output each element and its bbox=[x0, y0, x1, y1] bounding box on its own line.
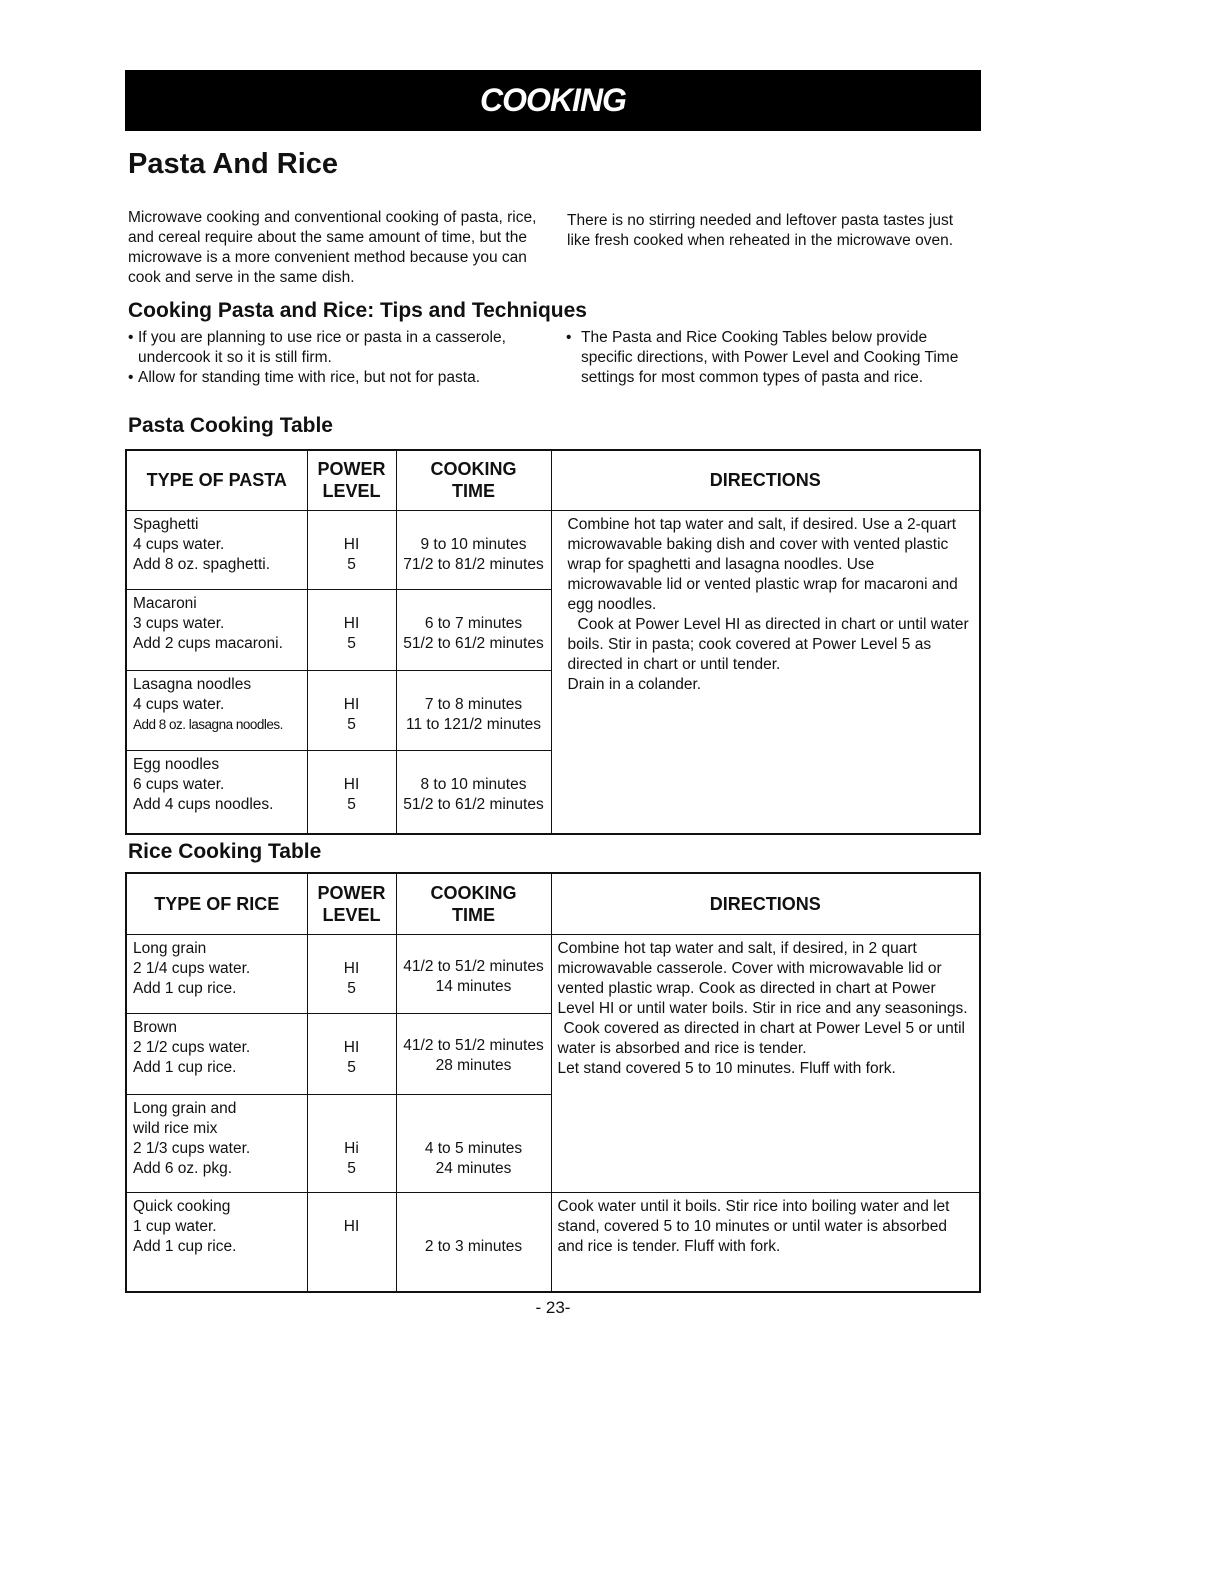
cook-time: 14 minutes bbox=[435, 977, 512, 995]
direction-text: Combine hot tap water and salt, if desired. Use a 2-quart microwavable baking dish and cover with vented plastic wrap for spaghetti and lasagna noodles. Use microwavable lid or vented plastic wrap for macaroni and egg noodles. bbox=[567, 515, 958, 613]
tips-right-list bbox=[566, 328, 971, 388]
power-cell bbox=[307, 1013, 396, 1094]
pasta-amount: Add 2 cups macaroni. bbox=[133, 634, 283, 652]
direction-text: Let stand covered 5 to 10 minutes. Fluff with fork. bbox=[557, 1059, 896, 1077]
rice-type-cell bbox=[126, 1013, 307, 1094]
power-cell bbox=[307, 670, 396, 750]
quick-rice-directions-cell bbox=[551, 1192, 980, 1292]
intro-right: There is no stirring needed and leftover pasta tastes just like fresh cooked when reheated in the microwave oven. bbox=[567, 212, 953, 249]
rice-type-cell bbox=[126, 934, 307, 1013]
tip-item: • Allow for standing time with rice, but not for pasta. bbox=[128, 368, 553, 388]
cook-time: 41/2 to 51/2 minutes bbox=[403, 957, 544, 975]
header-power: POWER LEVEL bbox=[307, 450, 396, 510]
rice-amount: Add 1 cup rice. bbox=[133, 1237, 237, 1255]
table-header-row bbox=[126, 450, 980, 510]
power-level: 5 bbox=[347, 1159, 356, 1177]
rice-amount: Add 6 oz. pkg. bbox=[133, 1159, 233, 1177]
rice-name: wild rice mix bbox=[133, 1119, 218, 1137]
rice-cooking-table bbox=[125, 872, 981, 1293]
rice-amount: Add 1 cup rice. bbox=[133, 979, 237, 997]
power-level: HI bbox=[343, 614, 360, 632]
time-cell bbox=[396, 510, 551, 589]
time-cell bbox=[396, 589, 551, 670]
power-level: HI bbox=[343, 1038, 360, 1056]
rice-table-title: Rice Cooking Table bbox=[128, 840, 322, 863]
tip-item: • The Pasta and Rice Cooking Tables below provide specific directions, with Power Level and Cooking Time settings for most common types of pasta and rice. bbox=[566, 328, 971, 388]
cook-time: 4 to 5 minutes bbox=[424, 1139, 523, 1157]
pasta-type-cell bbox=[126, 589, 307, 670]
table-row bbox=[126, 934, 980, 1013]
rice-type-cell bbox=[126, 1094, 307, 1192]
pasta-table-title: Pasta Cooking Table bbox=[128, 414, 333, 437]
power-level: 5 bbox=[347, 979, 356, 997]
water-amount: 4 cups water. bbox=[133, 535, 225, 553]
header-type: TYPE OF RICE bbox=[126, 873, 307, 934]
water-amount: 1 cup water. bbox=[133, 1217, 217, 1235]
header-directions: DIRECTIONS bbox=[551, 873, 980, 934]
header-time: COOKING TIME bbox=[396, 873, 551, 934]
section-banner: COOKING bbox=[125, 70, 981, 131]
pasta-type-cell bbox=[126, 750, 307, 834]
pasta-amount: Add 8 oz. lasagna noodles. bbox=[133, 716, 283, 732]
pasta-name: Lasagna noodles bbox=[133, 675, 252, 693]
cook-time: 9 to 10 minutes bbox=[420, 535, 527, 553]
direction-text: Combine hot tap water and salt, if desired, in 2 quart microwavable casserole. Cover with microwavable lid or vented plastic wrap. Cook as directed in chart at Power Level HI or until water boils. Stir in rice and any seasonings. bbox=[557, 939, 968, 1017]
power-level: 5 bbox=[347, 555, 356, 573]
water-amount: 2 1/2 cups water. bbox=[133, 1038, 251, 1056]
table-row bbox=[126, 1192, 980, 1292]
power-level: 5 bbox=[347, 1058, 356, 1076]
cook-time: 24 minutes bbox=[435, 1159, 512, 1177]
rice-name: Long grain and bbox=[133, 1099, 237, 1117]
page-number: - 23- bbox=[535, 1298, 571, 1317]
water-amount: 3 cups water. bbox=[133, 614, 225, 632]
pasta-type-cell bbox=[126, 510, 307, 589]
pasta-amount: Add 4 cups noodles. bbox=[133, 795, 274, 813]
rice-name: Brown bbox=[133, 1018, 177, 1036]
pasta-cooking-table bbox=[125, 449, 981, 835]
pasta-type-cell bbox=[126, 670, 307, 750]
cook-time: 8 to 10 minutes bbox=[420, 775, 527, 793]
power-level: Hi bbox=[344, 1139, 359, 1157]
tip-item: • If you are planning to use rice or pasta in a casserole, undercook it so it is still firm. bbox=[128, 328, 553, 368]
power-level: 5 bbox=[347, 634, 356, 652]
pasta-name: Egg noodles bbox=[133, 755, 220, 773]
direction-text: Cook at Power Level HI as directed in chart or until water boils. Stir in pasta; cook covered at Power Level 5 as directed in chart or until tender. bbox=[567, 615, 969, 673]
table-header-row bbox=[126, 873, 980, 934]
rice-amount: Add 1 cup rice. bbox=[133, 1058, 237, 1076]
cook-time: 71/2 to 81/2 minutes bbox=[403, 555, 544, 573]
header-power: POWER LEVEL bbox=[307, 873, 396, 934]
direction-text: Cook water until it boils. Stir rice into boiling water and let stand, covered 5 to 10 minutes or until water is absorbed and rice is tender. Fluff with fork. bbox=[557, 1197, 950, 1255]
cook-time: 11 to 121/2 minutes bbox=[406, 715, 541, 733]
power-level: 5 bbox=[347, 795, 356, 813]
power-level: HI bbox=[343, 775, 360, 793]
power-level: HI bbox=[343, 535, 360, 553]
power-level: HI bbox=[343, 695, 360, 713]
time-cell bbox=[396, 750, 551, 834]
direction-text: Drain in a colander. bbox=[567, 675, 702, 693]
pasta-name: Spaghetti bbox=[133, 515, 199, 533]
page-title: Pasta And Rice bbox=[128, 148, 339, 180]
tips-left-list bbox=[128, 328, 553, 388]
rice-directions-cell bbox=[551, 934, 980, 1192]
power-cell bbox=[307, 1192, 396, 1292]
water-amount: 4 cups water. bbox=[133, 695, 225, 713]
pasta-name: Macaroni bbox=[133, 594, 197, 612]
water-amount: 2 1/3 cups water. bbox=[133, 1139, 251, 1157]
cook-time: 51/2 to 61/2 minutes bbox=[403, 795, 544, 813]
power-cell bbox=[307, 589, 396, 670]
power-cell bbox=[307, 510, 396, 589]
power-cell bbox=[307, 934, 396, 1013]
tips-heading: Cooking Pasta and Rice: Tips and Techniques bbox=[128, 299, 587, 322]
power-level: HI bbox=[343, 959, 360, 977]
power-cell bbox=[307, 750, 396, 834]
cook-time: 7 to 8 minutes bbox=[424, 695, 523, 713]
cook-time: 41/2 to 51/2 minutes bbox=[403, 1036, 544, 1054]
time-cell bbox=[396, 934, 551, 1013]
header-time: COOKING TIME bbox=[396, 450, 551, 510]
rice-type-cell bbox=[126, 1192, 307, 1292]
intro-left: Microwave cooking and conventional cooking of pasta, rice, and cereal require about the same amount of time, but the microwave is a more convenient method because you can cook and serve in the same dish. bbox=[128, 209, 537, 286]
water-amount: 2 1/4 cups water. bbox=[133, 959, 251, 977]
power-cell bbox=[307, 1094, 396, 1192]
cook-time: 51/2 to 61/2 minutes bbox=[403, 634, 544, 652]
rice-name: Long grain bbox=[133, 939, 207, 957]
cook-time: 6 to 7 minutes bbox=[424, 614, 523, 632]
time-cell bbox=[396, 1094, 551, 1192]
power-level: HI bbox=[343, 1217, 360, 1235]
table-row bbox=[126, 510, 980, 589]
time-cell bbox=[396, 1192, 551, 1292]
water-amount: 6 cups water. bbox=[133, 775, 225, 793]
power-level: 5 bbox=[347, 715, 356, 733]
cook-time: 28 minutes bbox=[435, 1056, 512, 1074]
cook-time: 2 to 3 minutes bbox=[424, 1237, 523, 1255]
time-cell bbox=[396, 670, 551, 750]
header-directions: DIRECTIONS bbox=[551, 450, 980, 510]
header-type: TYPE OF PASTA bbox=[126, 450, 307, 510]
pasta-amount: Add 8 oz. spaghetti. bbox=[133, 555, 271, 573]
pasta-directions-cell bbox=[551, 510, 980, 834]
rice-name: Quick cooking bbox=[133, 1197, 231, 1215]
direction-text: Cook covered as directed in chart at Power Level 5 or until water is absorbed and rice is tender. bbox=[557, 1019, 965, 1057]
time-cell bbox=[396, 1013, 551, 1094]
